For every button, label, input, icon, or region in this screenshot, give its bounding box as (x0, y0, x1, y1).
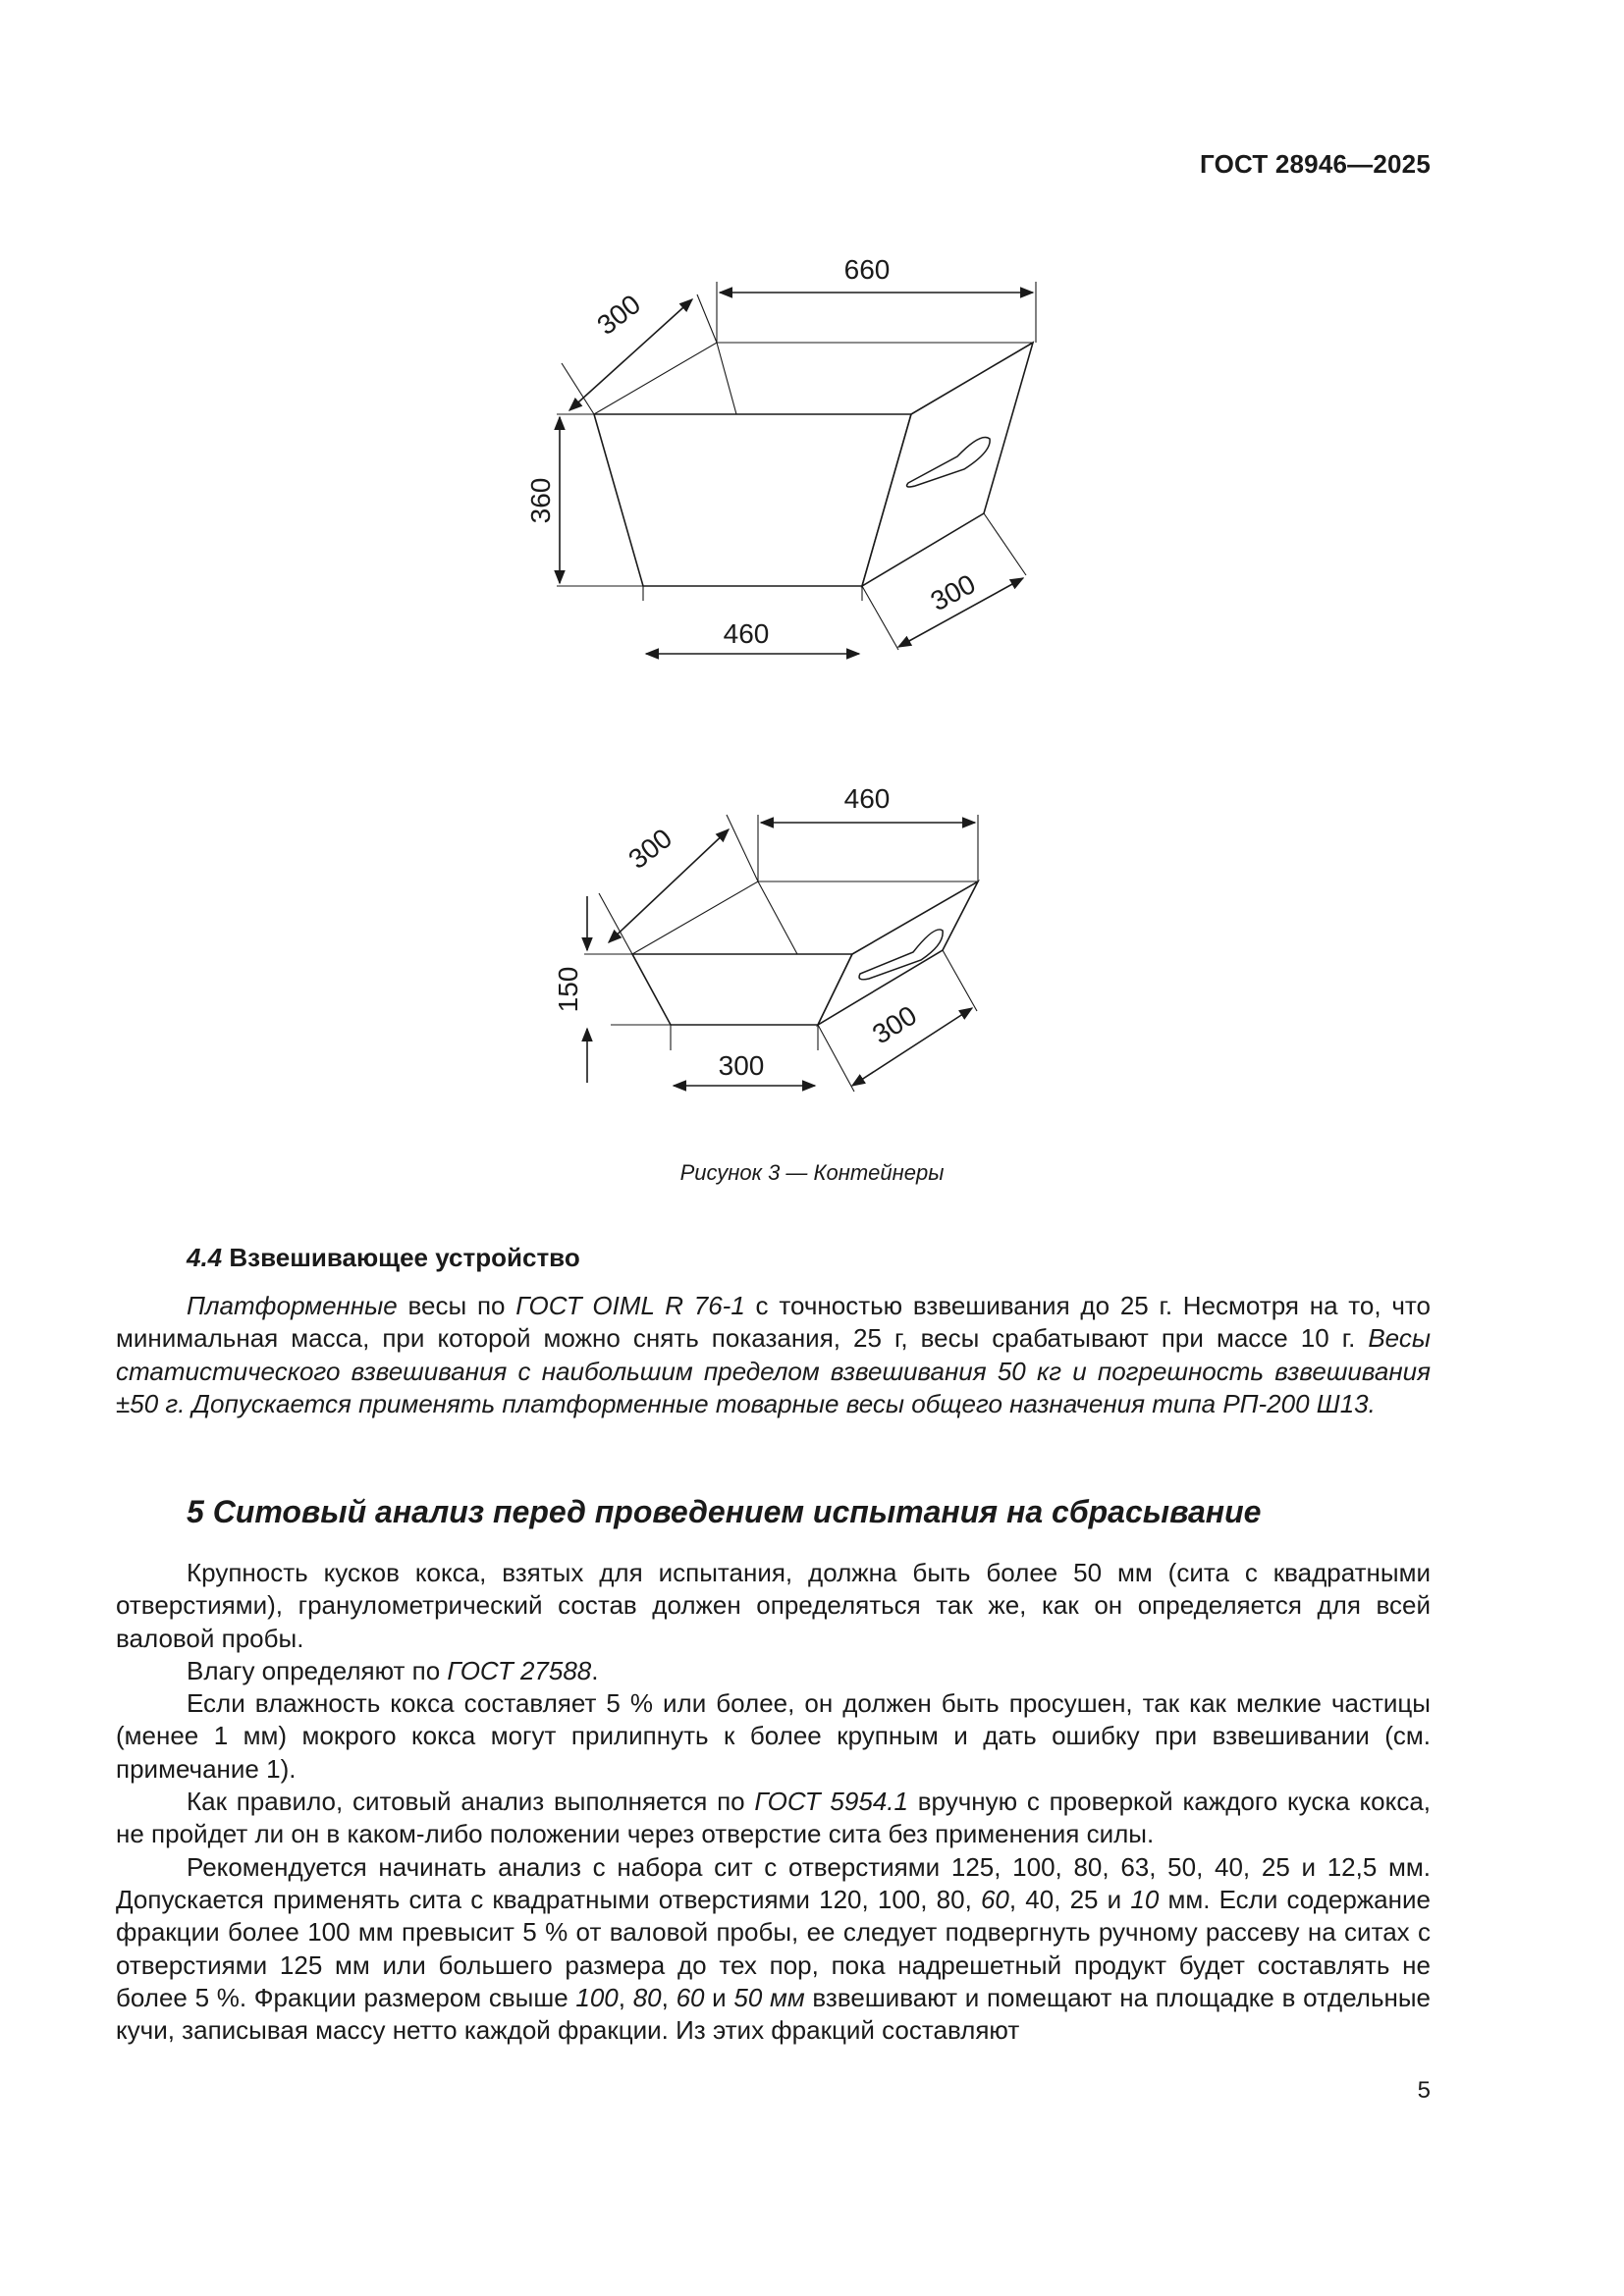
text-run: взвешивают и помещают на площадке в отдельные кучи, записывая массу нетто каждой фракции. Из этих фракций составляют (116, 1982, 1432, 2046)
text-run: мм. Если содержание фракции более 100 мм превысит 5 % от валовой пробы, ее следует подвергнуть ручному рассеву на ситах с отверстиями 125 мм или большего размера до тех пор, пока надрешетный продукт будет составлять не более 5 %. Фракции размером свыше (116, 1884, 1431, 2012)
text-run: и (704, 1982, 734, 2012)
section-5-paragraph-5 (116, 1851, 1431, 2048)
italic-text-run: 50 мм (733, 1982, 805, 2012)
section-5-paragraph-3 (116, 1687, 1431, 1786)
text-run: Рекомендуется начинать анализ с набора сит с отверстиями 125, 100, 80, 63, 50, 40, 25 и 12,5 мм. Допускается применять сита с квадратными отверстиями 120, 100, 80, (116, 1851, 1431, 1914)
text-run: , (618, 1982, 633, 2012)
section-4-4-title: Взвешивающее устройство (229, 1243, 580, 1272)
text-run: Как правило, ситовый анализ выполняется по (187, 1787, 755, 1817)
section-4-4-body (116, 1290, 1431, 1420)
figure-caption: Рисунок 3 — Контейнеры (679, 1160, 945, 1185)
italic-text-run: ГОСТ 27588 (447, 1655, 592, 1685)
italic-text-run: ГОСТ OIML R 76-1 (515, 1291, 745, 1320)
text-run: с точностью взвешивания до 25 г. Несмотря на то, что минимальная масса, при которой можно снять показания, 25 г, весы срабатывают при массе 10 г. (116, 1291, 1431, 1354)
dim-label-top-460: 460 (843, 783, 891, 814)
dim-label-height-150: 150 (553, 966, 583, 1013)
dim-label-height-360: 360 (525, 477, 556, 524)
section-5-paragraph-4 (116, 1786, 1431, 1851)
italic-text-run: Весы статистического взвешивания с наибольшим пределом взвешивания 50 кг и погрешность взвешивания ±50 г. Допускается применять платформенные товарные весы общего назначения типа РП-200 Ш13. (116, 1323, 1431, 1418)
dim-label-top-660: 660 (843, 254, 891, 285)
dim-label-side-300-top: 300 (591, 288, 647, 342)
italic-text-run: ГОСТ 5954.1 (754, 1787, 908, 1817)
italic-text-run: 80 (632, 1982, 662, 2012)
text-run: , 40, 25 и (1008, 1884, 1131, 1914)
section-4-4-paragraph (116, 1290, 1431, 1420)
italic-text-run: 60 (980, 1884, 1009, 1914)
text-run: . (591, 1655, 599, 1685)
section-4-4-number: 4.4 (187, 1243, 223, 1272)
italic-text-run: 10 (1130, 1884, 1160, 1914)
dim-label-side-300-bottom: 300 (925, 567, 981, 617)
text-run: Если влажность кокса составляет 5 % или более, он должен быть просушен, так как мелкие частицы (менее 1 мм) мокрого кокса могут прилипнуть к более крупным и дать ошибку при взвешивании (см. примечание 1). (116, 1688, 1431, 1784)
document-header: ГОСТ 28946—2025 (1200, 149, 1431, 179)
text-run: Крупность кусков кокса, взятых для испытания, должна быть более 50 мм (сита с квадратными отверстиями), гранулометрический состав должен определяться так же, как он определяется для всей валовой пробы. (116, 1558, 1431, 1653)
text-run: вручную с проверкой каждого куска кокса, не пройдет ли он в каком-либо положении через отверстие сита без применения силы. (116, 1787, 1431, 1849)
italic-text-run: Платформенные (187, 1291, 398, 1320)
italic-text-run: 60 (676, 1982, 705, 2012)
text-run: , (661, 1982, 677, 2012)
page-number: 5 (1417, 2077, 1431, 2104)
dim-label-side-300-top-small: 300 (623, 822, 678, 876)
section-4-4-heading (187, 1243, 580, 1273)
text-run: Влагу определяют по (187, 1655, 448, 1685)
section-5-heading: 5 Ситовый анализ перед проведением испытания на сбрасывание (187, 1494, 1262, 1529)
italic-text-run: 100 (575, 1982, 619, 2012)
dim-label-bottom-300: 300 (718, 1050, 765, 1081)
section-5-paragraph-1 (116, 1557, 1431, 1655)
section-5-body (116, 1557, 1431, 2047)
dim-label-bottom-460: 460 (723, 618, 770, 649)
dim-label-side-300-bottom-small: 300 (866, 999, 922, 1050)
text-run: весы по (397, 1291, 516, 1320)
section-5-paragraph-2 (116, 1655, 1431, 1687)
